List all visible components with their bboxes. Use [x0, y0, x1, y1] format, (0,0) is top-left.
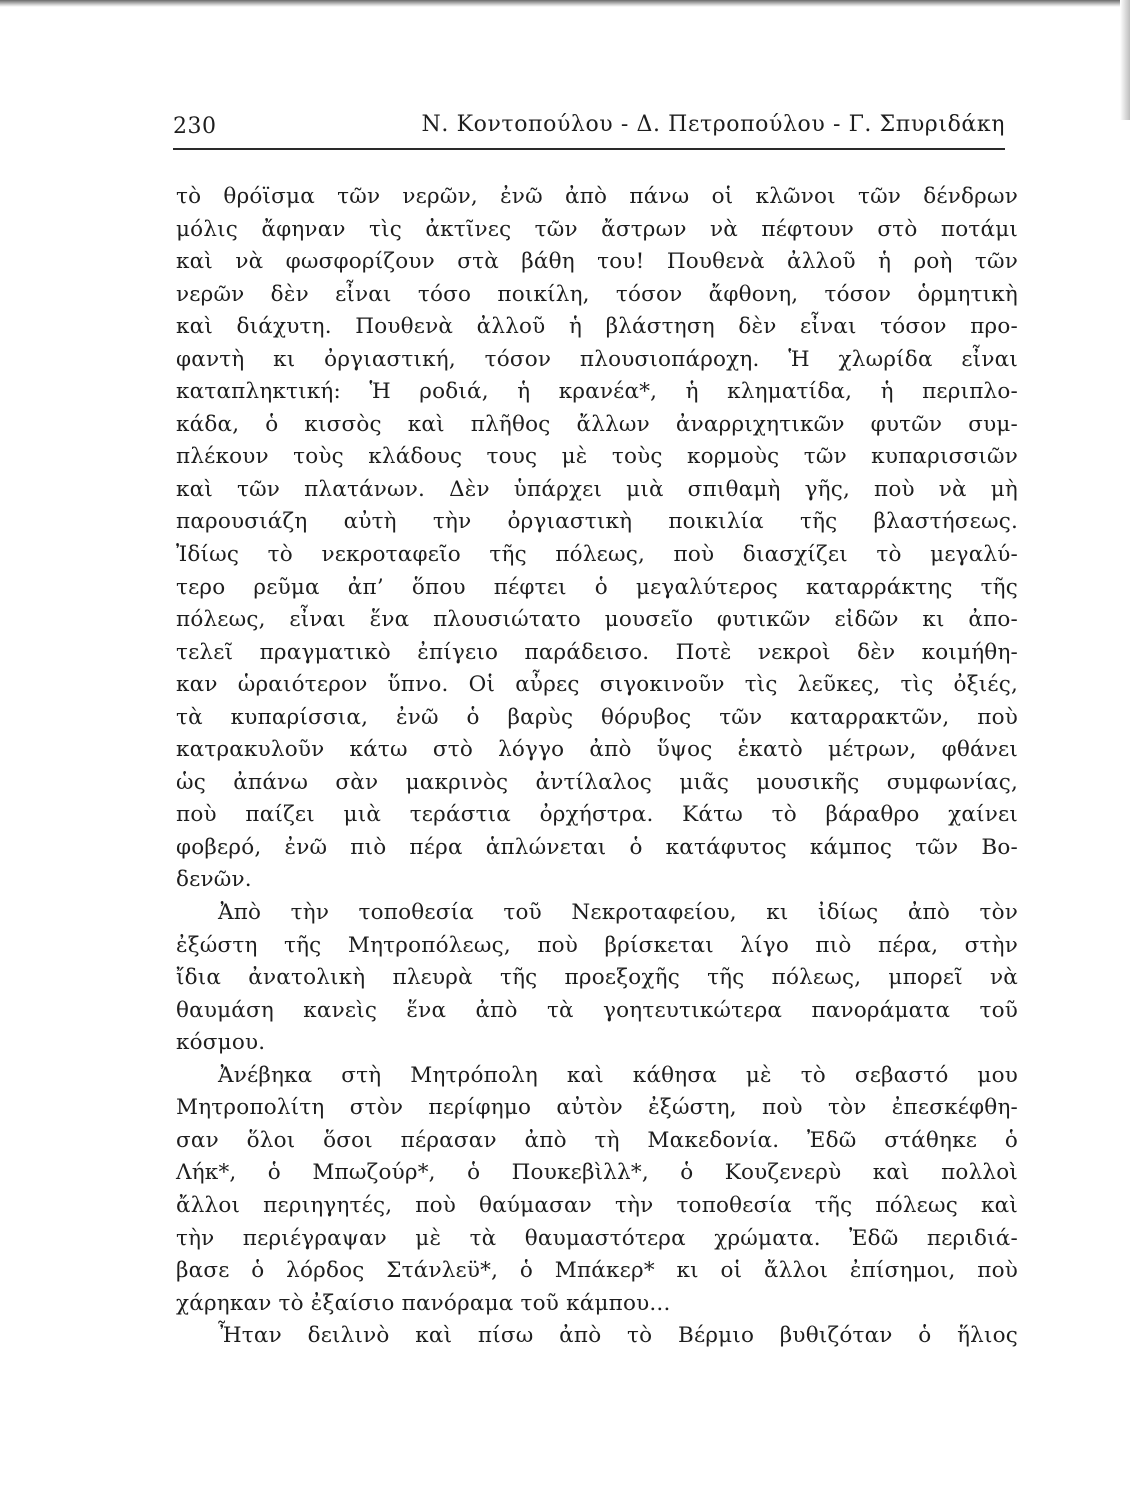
text-line: Ἰδίως τὸ νεκροταφεῖο τῆς πόλεως, ποὺ διασχίζει τὸ μεγαλύ- [176, 542, 1018, 568]
text-line: πλέκουν τοὺς κλάδους τους μὲ τοὺς κορμοὺς τῶν κυπαρισσιῶν [176, 444, 1018, 470]
text-line: τελεῖ πραγματικὸ ἐπίγειο παράδεισο. Ποτὲ νεκροὶ δὲν κοιμήθη- [176, 639, 1018, 665]
text-line: ἄλλοι περιηγητές, ποὺ θαύμασαν τὴν τοποθεσία τῆς πόλεως καὶ [176, 1192, 1018, 1218]
body-text [176, 181, 1018, 1353]
text-line: τὸ θρόϊσμα τῶν νερῶν, ἐνῶ ἀπὸ πάνω οἱ κλῶνοι τῶν δένδρων [176, 184, 1018, 209]
text-line: καν ὡραιότερον ὕπνο. Οἱ αὖρες σιγοκινοῦν τὶς λεῦκες, τὶς ὀξιές, [176, 672, 1018, 698]
text-line: ποὺ παίζει μιὰ τεράστια ὀρχήστρα. Κάτω τὸ βάραθρο χαίνει [176, 802, 1018, 828]
text-line: βασε ὁ λόρδος Στάνλεϋ*, ὁ Μπάκερ* κι οἱ ἄλλοι ἐπίσημοι, ποὺ [176, 1258, 1018, 1284]
text-line: καταπληκτική: Ἡ ροδιά, ἡ κρανέα*, ἡ κληματίδα, ἡ περιπλο- [176, 379, 1018, 405]
text-line: Λήκ*, ὁ Μπωζούρ*, ὁ Πουκεβὶλλ*, ὁ Κουζενερὺ καὶ πολλοὶ [176, 1160, 1018, 1186]
text-line: Μητροπολίτη στὸν περίφημο αὐτὸν ἐξώστη, ποὺ τὸν ἐπεσκέφθη- [176, 1095, 1018, 1121]
text-line: φοβερό, ἐνῶ πιὸ πέρα ἁπλώνεται ὁ κατάφυτος κάμπος τῶν Βο- [176, 834, 1018, 860]
scan-edge-right [1120, 0, 1130, 120]
text-line-paragraph-start: Ἀπὸ τὴν τοποθεσία τοῦ Νεκροταφείου, κι ἰδίως ἀπὸ τὸν [218, 900, 1018, 926]
text-line: καὶ νὰ φωσφορίζουν στὰ βάθη του! Πουθενὰ ἀλλοῦ ἡ ροὴ τῶν [176, 249, 1018, 275]
text-line: μόλις ἄφηναν τὶς ἀκτῖνες τῶν ἄστρων νὰ πέφτουν στὸ ποτάμι [176, 216, 1018, 242]
page-header [173, 110, 1005, 144]
text-line: τερο ρεῦμα ἀπ’ ὅπου πέφτει ὁ μεγαλύτερος καταρράκτης τῆς [176, 574, 1018, 600]
text-line: νερῶν δὲν εἶναι τόσο ποικίλη, τόσον ἄφθονη, τόσον ὁρμητικὴ [176, 281, 1018, 307]
text-line-paragraph-start: Ἀνέβηκα στὴ Μητρόπολη καὶ κάθησα μὲ τὸ σεβαστό μου [218, 1062, 1018, 1088]
text-line: τὰ κυπαρίσσια, ἐνῶ ὁ βαρὺς θόρυβος τῶν καταρρακτῶν, ποὺ [176, 704, 1018, 730]
text-line: κατρακυλοῦν κάτω στὸ λόγγο ἀπὸ ὕψος ἑκατὸ μέτρων, φθάνει [176, 737, 1018, 763]
text-line: θαυμάση κανεὶς ἕνα ἀπὸ τὰ γοητευτικώτερα πανοράματα τοῦ [176, 997, 1018, 1023]
text-line: πόλεως, εἶναι ἕνα πλουσιώτατο μουσεῖο φυτικῶν εἰδῶν κι ἀπο- [176, 607, 1018, 633]
text-line: σαν ὅλοι ὅσοι πέρασαν ἀπὸ τὴ Μακεδονία. Ἐδῶ στάθηκε ὁ [176, 1127, 1018, 1153]
scan-edge-top [0, 0, 1130, 7]
text-line: ἴδια ἀνατολικὴ πλευρὰ τῆς προεξοχῆς τῆς πόλεως, μπορεῖ νὰ [176, 965, 1018, 991]
text-line-paragraph-start: Ἦταν δειλινὸ καὶ πίσω ἀπὸ τὸ Βέρμιο βυθιζόταν ὁ ἥλιος [218, 1323, 1018, 1349]
page-number: 230 [173, 114, 217, 139]
text-line: καὶ τῶν πλατάνων. Δὲν ὑπάρχει μιὰ σπιθαμὴ γῆς, ποὺ νὰ μὴ [176, 476, 1018, 502]
text-line-paragraph-end: κόσμου. [176, 1030, 266, 1056]
text-line: καὶ διάχυτη. Πουθενὰ ἀλλοῦ ἡ βλάστηση δὲν εἶναι τόσον προ- [176, 314, 1018, 340]
text-line-paragraph-end: χάρηκαν τὸ ἐξαίσιο πανόραμα τοῦ κάμπου... [176, 1290, 671, 1316]
text-line: φαντὴ κι ὀργιαστική, τόσον πλουσιοπάροχη. Ἡ χλωρίδα εἶναι [176, 346, 1018, 372]
text-line: ἐξώστη τῆς Μητροπόλεως, ποὺ βρίσκεται λίγο πιὸ πέρα, στὴν [176, 932, 1018, 958]
text-line: παρουσιάζη αὐτὴ τὴν ὀργιαστικὴ ποικιλία τῆς βλαστήσεως. [176, 509, 1018, 535]
text-line: τὴν περιέγραψαν μὲ τὰ θαυμαστότερα χρώματα. Ἐδῶ περιδιά- [176, 1225, 1018, 1251]
text-line: κάδα, ὁ κισσὸς καὶ πλῆθος ἄλλων ἀναρριχητικῶν φυτῶν συμ- [176, 411, 1018, 437]
text-line: ὡς ἀπάνω σὰν μακρινὸς ἀντίλαλος μιᾶς μουσικῆς συμφωνίας, [176, 769, 1018, 795]
text-line-paragraph-end: δενῶν. [176, 867, 252, 893]
running-head: Ν. Κοντοπούλου - Δ. Πετροπούλου - Γ. Σπυριδάκη [421, 112, 1005, 137]
header-rule [173, 148, 1005, 150]
